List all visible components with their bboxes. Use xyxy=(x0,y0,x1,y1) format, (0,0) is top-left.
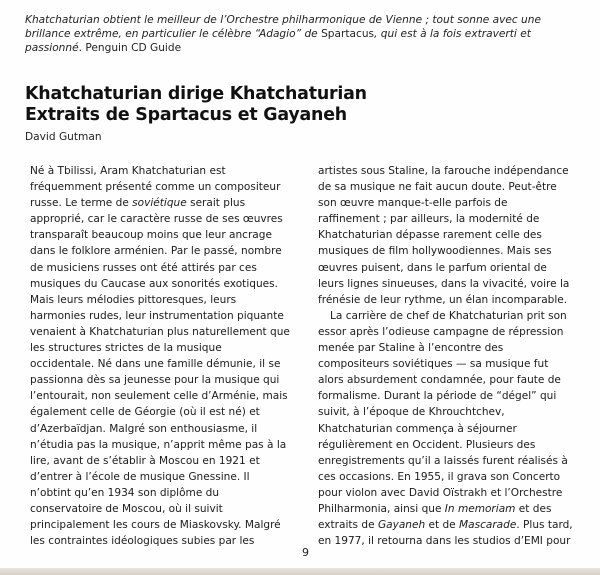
emphasis: Gayaneh xyxy=(377,519,426,532)
quote-text: , qui est à la fois extraverti et xyxy=(374,28,531,40)
text-line xyxy=(30,195,305,211)
text-line: alors absurdement condamnée, pour faute de xyxy=(318,374,561,387)
text-line: formalisme. Durant la période de “dégel” qui xyxy=(318,390,557,403)
paragraph-start-line: La carrière de chef de Khatchaturian prit son xyxy=(330,309,567,322)
text-line: les contraintes idéologiques subies par les xyxy=(30,535,255,548)
text-line: menée par Staline à l’encontre des xyxy=(318,342,504,355)
text-line: d’entrer à l’école de musique Gnessine. Il xyxy=(30,470,250,483)
text-line: de musiciens russes ont été attirés par ces xyxy=(30,261,257,274)
text-line: occidentale. Né dans une famille démunie, il se xyxy=(30,358,281,371)
text-line: également celle de Géorgie (où il est né) et xyxy=(30,406,260,419)
text-line: conservatoire de Moscou, où il suivit xyxy=(30,502,223,515)
text-line: principalement les cours de Miaskovsky. Malgré xyxy=(30,519,281,532)
emphasis: Mascarade xyxy=(459,519,517,532)
quote-text: passionné xyxy=(25,42,79,54)
text: . Plus tard, xyxy=(516,519,573,532)
text-line: enregistrements qu’il a laissés furent réalisés à xyxy=(318,454,568,467)
text-line: passionna dès sa jeunesse pour la musique qui xyxy=(30,374,280,387)
review-quote xyxy=(25,13,565,55)
text-line: pour violon avec David Oïstrakh et l’Orchestre xyxy=(318,486,563,499)
quote-line xyxy=(25,13,565,27)
text-line: les structures strictes de la musique xyxy=(30,342,222,355)
article-author: David Gutman xyxy=(25,131,102,143)
quote-source: . Penguin CD Guide xyxy=(78,42,182,54)
text-line: Khatchaturian dépasse rarement celle des xyxy=(318,229,542,242)
text-line: régulièrement en Occident. Plusieurs des xyxy=(318,438,536,451)
title-line-2: Extraits de Spartacus et Gayaneh xyxy=(25,105,347,125)
text-line: son œuvre manque-t-elle parfois de xyxy=(318,197,508,210)
text: russe. Le terme de xyxy=(30,197,133,210)
text-line: venaient à Khatchaturian plus naturellement que xyxy=(30,325,290,338)
page-number: 9 xyxy=(302,546,309,559)
text-line: frénésie de leur rythme, un élan incomparable. xyxy=(318,293,568,306)
text-line: de sa musique ne fait aucun doute. Peut-être xyxy=(318,181,557,194)
right-column xyxy=(318,163,586,549)
text-line: œuvres puisent, dans le parfum oriental de xyxy=(318,261,547,274)
text: et de xyxy=(425,519,460,532)
text: extraits de xyxy=(318,519,378,532)
text-line: approprié, car le caractère russe de ses œuvres xyxy=(30,213,283,226)
text-line: transparaît beaucoup moins que leur ancrage xyxy=(30,229,272,242)
text-line: Mais leurs mélodies pittoresques, leurs xyxy=(30,293,237,306)
text-line: Khatchaturian commença à séjourner xyxy=(318,422,517,435)
quote-line xyxy=(25,41,565,55)
text-line xyxy=(318,517,586,533)
text-line: d’Azerbaïdjan. Malgré son enthousiasme, il xyxy=(30,422,258,435)
text-line: fréquemment présenté comme un compositeur xyxy=(30,181,281,194)
text-line: raffinement ; par ailleurs, la modernité de xyxy=(318,213,540,226)
text-line: ces occasions. En 1955, il grava son Concerto xyxy=(318,470,561,483)
text-line: Né à Tbilissi, Aram Khatchaturian est xyxy=(30,165,226,177)
text-line: n’étudia pas la musique, n’apprit même pas à la xyxy=(30,438,287,451)
text-line: lire, avant de s’établir à Moscou en 1921 et xyxy=(30,454,260,467)
text-line: dans le folklore arménien. Par le passé, nombre xyxy=(30,245,282,258)
article-title xyxy=(25,84,565,126)
page-bottom-edge xyxy=(0,568,600,575)
quote-text: brillance extrême, en particulier le célèbre “Adagio” de xyxy=(25,28,322,40)
text-line: harmonies rudes, leur instrumentation piquante xyxy=(30,309,284,322)
text-line: l’entourait, non seulement celle d’Arménie, mais xyxy=(30,390,288,403)
text-line xyxy=(318,501,586,517)
text-line: musiques de film hollywoodiennes. Mais ses xyxy=(318,245,552,258)
quote-text: Khatchaturian obtient le meilleur de l’Orchestre philharmonique de Vienne ; tout sonne avec une xyxy=(25,14,542,26)
emphasis: In memoriam xyxy=(444,502,516,515)
quote-work-title: Spartacus xyxy=(321,28,375,40)
title-line-1: Khatchaturian dirige Khatchaturian xyxy=(25,84,367,104)
quote-line xyxy=(25,27,565,41)
text-line: compositeurs soviétiques — sa musique fut xyxy=(318,358,549,371)
text-line: leurs lignes sinueuses, dans la vivacité, voire la xyxy=(318,277,570,290)
left-column xyxy=(30,163,305,549)
text-line: n’obtint qu’en 1934 son diplôme du xyxy=(30,486,220,499)
text-line: essor après l’odieuse campagne de répression xyxy=(318,325,564,338)
text-line: en 1977, il retourna dans les studios d’EMI pour xyxy=(318,535,571,548)
text: serait plus xyxy=(186,197,246,210)
text-line: artistes sous Staline, la farouche indépendance xyxy=(318,165,569,177)
text: Philharmonia, ainsi que xyxy=(318,502,445,515)
emphasis: soviétique xyxy=(132,197,187,210)
text-line: musiques du Caucase aux sonorités exotiques. xyxy=(30,277,278,290)
text-line: suivit, à l’époque de Khrouchtchev, xyxy=(318,406,505,419)
text: et des xyxy=(515,502,552,515)
